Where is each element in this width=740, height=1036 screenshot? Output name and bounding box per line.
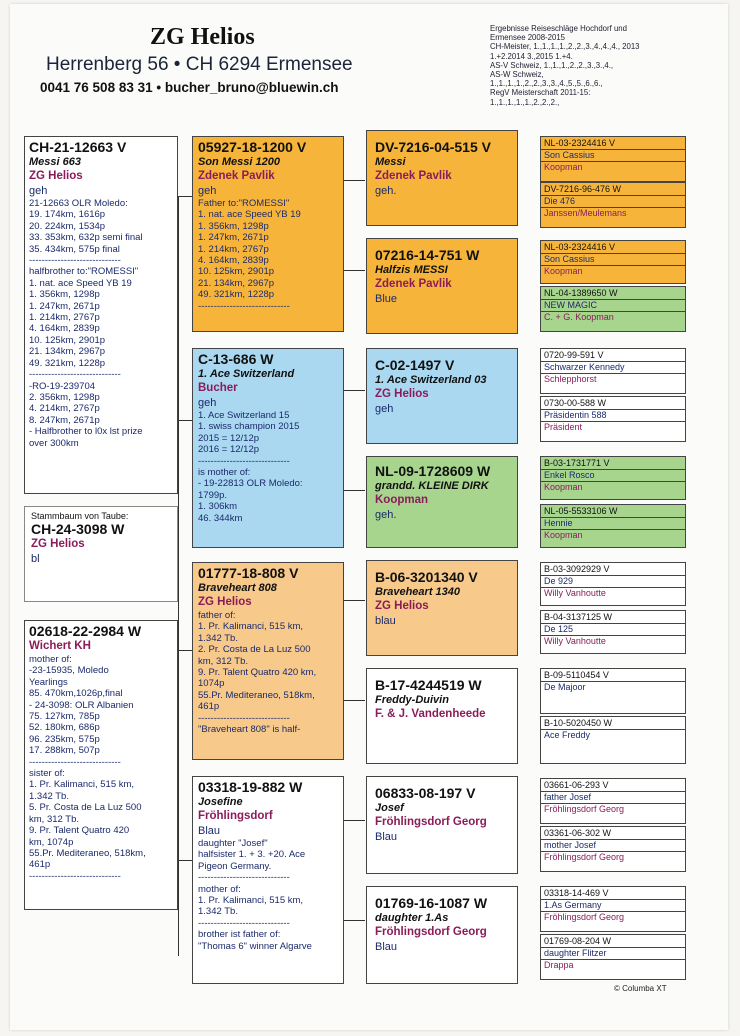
pigeon-owner: Fröhlingsdorf Georg <box>544 804 625 814</box>
pigeon-results: father of: 1. Pr. Kalimanci, 515 km, 1.342 Tb. 2. Pr. Costa de La Luz 500 km, 312 Tb. 9. Pr. Talent Quatro 420 km, 1074p 55.Pr. Mediteraneo, 518km, 461p ----------------------------- "Braveheart 808" is half- <box>198 610 317 736</box>
pigeon-color: blau <box>375 615 396 627</box>
connector-line <box>178 860 192 861</box>
pigeon-ring-id: 07216-14-751 W <box>375 247 480 263</box>
pigeon-name: De Majoor <box>544 682 586 692</box>
pigeon-owner: Fröhlingsdorf <box>198 810 273 822</box>
grandparent-card <box>366 238 518 334</box>
pigeon-name: Schwarzer Kennedy <box>544 362 625 372</box>
great-grandparent-card <box>540 396 686 442</box>
pigeon-name: De 125 <box>544 624 574 634</box>
pigeon-results: 1. Ace Switzerland 15 1. swiss champion 2015 2015 = 12/12p 2016 = 12/12p ----------------------------- is mother of: - 19-22813 OLR Moledo: 1799p. 1. 306km 46. 344km <box>198 410 303 524</box>
pigeon-ring-id: NL-09-1728609 W <box>375 463 491 479</box>
pigeon-name: Messi <box>375 156 406 168</box>
pigeon-owner: Fröhlingsdorf Georg <box>375 816 487 828</box>
connector-line <box>178 196 179 956</box>
pigeon-owner: ZG Helios <box>375 388 429 400</box>
pigeon-ring-id: B-06-3201340 V <box>375 569 478 585</box>
pigeon-owner: Fröhlingsdorf Georg <box>375 926 487 938</box>
pigeon-owner: Koopman <box>544 162 583 172</box>
pigeon-ring-id: 01769-16-1087 W <box>375 895 488 911</box>
pigeon-owner: ZG Helios <box>31 538 85 550</box>
connector-line <box>343 390 365 391</box>
pigeon-color: Blue <box>375 293 398 305</box>
pigeon-owner: Zdenek Pavlik <box>198 170 275 182</box>
pigeon-name: daughter Flitzer <box>544 948 607 958</box>
pigeon-name: De 929 <box>544 576 574 586</box>
great-grandparent-card <box>540 886 686 932</box>
great-grandparent-card <box>540 826 686 872</box>
connector-line <box>343 920 365 921</box>
pigeon-color: Blau <box>375 831 398 843</box>
great-grandparent-card <box>540 456 686 500</box>
pigeon-owner: F. & J. Vandenheede <box>375 708 486 720</box>
pigeon-ring-id: B-04-3137125 W <box>544 612 613 622</box>
pigeon-ring-id: B-09-5110454 V <box>544 670 609 680</box>
pigeon-color: geh <box>198 397 217 409</box>
great-grandparent-card <box>540 610 686 654</box>
pigeon-ring-id: 0730-00-588 W <box>544 398 607 408</box>
grandparent-card <box>366 886 518 984</box>
pigeon-owner: Zdenek Pavlik <box>375 278 452 290</box>
pigeon-name: grandd. KLEINE DIRK <box>375 480 489 492</box>
pigeon-ring-id: B-03-3092929 V <box>544 564 610 574</box>
pigeon-name: Freddy-Duivin <box>375 694 449 706</box>
pigeon-ring-id: 0720-99-591 V <box>544 350 604 360</box>
pigeon-owner: Janssen/Meulemans <box>544 208 627 218</box>
grandparent-card <box>366 776 518 874</box>
pigeon-owner: Koopman <box>544 266 583 276</box>
grandparent-card <box>366 456 518 548</box>
pigeon-owner: Fröhlingsdorf Georg <box>544 852 625 862</box>
pigeon-ring-id: CH-24-3098 W <box>31 521 125 537</box>
pigeon-results: mother of: -23-15935, Moledo Yearlings 85. 470km,1026p,final - 24-3098: OLR Albanien 75. 127km, 785p 52. 180km, 686p 96. 235km, 575p 17. 288km, 507p ----------------------------- sister of: 1. Pr. Kalimanci, 515 km, 1.342 Tb. 5. Pr. Costa de La Luz 500 km, 312 Tb. 9. Pr. Talent Quatro 420 km, 1074p 55.Pr. Mediteraneo, 518km, 461p ----------------------------- <box>29 654 146 882</box>
pigeon-owner: Koopman <box>544 530 583 540</box>
grandparent-card <box>366 348 518 444</box>
pigeon-owner: Willy Vanhoutte <box>544 588 606 598</box>
connector-line <box>343 180 365 181</box>
pigeon-name: NEW MAGIC <box>544 300 597 310</box>
breeder-address: Herrenberg 56 • CH 6294 Ermensee <box>46 54 353 75</box>
mother-dam-card <box>192 776 344 984</box>
pigeon-ring-id: C-13-686 W <box>198 351 274 367</box>
pigeon-name: Hennie <box>544 518 573 528</box>
pigeon-ring-id: NL-03-2324416 V <box>544 242 616 252</box>
pigeon-name: mother Josef <box>544 840 597 850</box>
pigeon-owner: Koopman <box>544 482 583 492</box>
pigeon-ring-id: DV-7216-04-515 V <box>375 139 491 155</box>
pigeon-owner: ZG Helios <box>29 170 83 182</box>
pigeon-name: father Josef <box>544 792 592 802</box>
connector-line <box>343 700 365 701</box>
pigeon-name: Son Cassius <box>544 150 595 160</box>
pigeon-owner: Präsident <box>544 422 583 432</box>
great-grandparent-card <box>540 562 686 606</box>
great-grandparent-card <box>540 240 686 284</box>
great-grandparent-card <box>540 504 686 548</box>
breeder-title: ZG Helios <box>150 24 255 50</box>
grandparent-card <box>366 130 518 226</box>
pigeon-owner: ZG Helios <box>375 600 429 612</box>
pigeon-ring-id: 02618-22-2984 W <box>29 623 142 639</box>
connector-line <box>178 650 192 651</box>
pigeon-name: Präsidentin 588 <box>544 410 607 420</box>
pigeon-color: geh <box>375 403 394 415</box>
pigeon-ring-id: NL-03-2324416 V <box>544 138 616 148</box>
pigeon-color: geh <box>198 185 217 197</box>
connector-line <box>343 270 365 271</box>
breeder-contact: 0041 76 508 83 31 • bucher_bruno@bluewin.ch <box>40 80 339 95</box>
pigeon-ring-id: B-03-1731771 V <box>544 458 610 468</box>
grandparent-card <box>366 560 518 656</box>
pigeon-name: 1. Ace Switzerland 03 <box>375 374 487 386</box>
pigeon-name: daughter 1.As <box>375 912 449 924</box>
pigeon-owner: Willy Vanhoutte <box>544 636 606 646</box>
pigeon-name: Son Messi 1200 <box>198 156 280 168</box>
pigeon-name: Josef <box>375 802 404 814</box>
great-grandparent-card <box>540 778 686 824</box>
pigeon-name: 1. Ace Switzerland <box>198 368 295 380</box>
pigeon-name: Messi 663 <box>29 156 81 168</box>
pigeon-ring-id: 06833-08-197 V <box>375 785 476 801</box>
pigeon-color: geh <box>29 185 48 197</box>
mother-card <box>24 620 178 910</box>
pigeon-ring-id: 03318-14-469 V <box>544 888 609 898</box>
pigeon-name: Son Cassius <box>544 254 595 264</box>
pigeon-results: Father to:"ROMESSI" 1. nat. ace Speed YB 19 1. 356km, 1298p 1. 247km, 2671p 1. 214km, 2767p 4. 164km, 2839p 10. 125km, 2901p 21. 134km, 2967p 49. 321km, 1228p ----------------------------- <box>198 198 301 312</box>
mother-sire-card <box>192 562 344 760</box>
pigeon-ring-id: 01777-18-808 V <box>198 565 299 581</box>
pigeon-name: Braveheart 808 <box>198 582 277 594</box>
connector-line <box>178 420 192 421</box>
pigeon-ring-id: 03361-06-302 W <box>544 828 612 838</box>
connector-line <box>178 196 192 197</box>
pedigree-subject-card <box>24 506 178 602</box>
pigeon-owner: Drappa <box>544 960 574 970</box>
pigeon-ring-id: C-02-1497 V <box>375 357 455 373</box>
pigeon-name: Braveheart 1340 <box>375 586 461 598</box>
connector-line <box>343 490 365 491</box>
pigeon-ring-id: NL-05-5533106 W <box>544 506 618 516</box>
pigeon-name: Die 476 <box>544 196 576 206</box>
pigeon-ring-id: B-10-5020450 W <box>544 718 613 728</box>
great-grandparent-card <box>540 348 686 394</box>
copyright-note: © Columba XT <box>614 984 667 993</box>
connector-line <box>343 600 365 601</box>
pigeon-ring-id: 01769-08-204 W <box>544 936 612 946</box>
pigeon-owner: C. + G. Koopman <box>544 312 614 322</box>
pigeon-ring-id: 03661-06-293 V <box>544 780 609 790</box>
main-pigeon-card <box>24 136 178 494</box>
great-grandparent-card <box>540 136 686 182</box>
pigeon-owner: Schlepphorst <box>544 374 597 384</box>
pedigree-subject-label: Stammbaum von Taube: <box>31 511 129 521</box>
pigeon-owner: Fröhlingsdorf Georg <box>544 912 625 922</box>
pigeon-color: Blau <box>198 825 221 837</box>
pigeon-name: Halfzis MESSI <box>375 264 448 276</box>
pigeon-color: geh. <box>375 185 397 197</box>
great-grandparent-card <box>540 182 686 228</box>
great-grandparent-card <box>540 668 686 714</box>
great-grandparent-card <box>540 716 686 764</box>
pigeon-ring-id: CH-21-12663 V <box>29 139 127 155</box>
grandparent-card <box>366 668 518 764</box>
sire-card <box>192 136 344 332</box>
pigeon-owner: ZG Helios <box>198 596 252 608</box>
pigeon-name: 1.As Germany <box>544 900 602 910</box>
pigeon-ring-id: 03318-19-882 W <box>198 779 303 795</box>
great-grandparent-card <box>540 934 686 980</box>
pigeon-results: daughter "Josef" halfsister 1. + 3. +20. Ace Pigeon Germany. ----------------------------- mother of: 1. Pr. Kalimanci, 515 km, 1.342 Tb. ----------------------------- brother ist father of: "Thomas 6" winner Algarve <box>198 838 312 952</box>
pigeon-name: Ace Freddy <box>544 730 591 740</box>
pigeon-owner: Koopman <box>375 494 429 506</box>
great-grandparent-card <box>540 286 686 332</box>
pigeon-owner: Bucher <box>198 382 238 394</box>
dam-card <box>192 348 344 548</box>
pigeon-ring-id: 05927-18-1200 V <box>198 139 307 155</box>
pigeon-results: 21-12663 OLR Moledo: 19. 174km, 1616p 20. 224km, 1534p 33. 353km, 632p semi final 35. 434km, 575p final ----------------------------- halfbrother to:"ROMESSI" 1. nat. ace Speed YB 19 1. 356km, 1298p 1. 247km, 2671p 1. 214km, 2767p 4. 164km, 2839p 10. 125km, 2901p 21. 134km, 2967p 49. 321km, 1228p ----------------------------- -RO-19-239704 2. 356km, 1298p 4. 214km, 2767p 8. 247km, 2671p - Halfbrother to l0x lst prize over 300km <box>29 198 143 449</box>
results-summary: Ergebnisse Reiseschläge Hochdorf und Ermensee 2008-2015 CH-Meister, 1.,1.,1.,1.,2.,2.,3.,4.,4.,4., 2013 1.+2.2014 3.,2015 1.+4. AS-V Schweiz, 1.,1.,1.,2.,2.,3.,3.,4., AS-W Schweiz, 1.,1.,1.,1.,2.,2.,3.,3.,4.,5.,5.,6.,6., RegV Meisterschaft 2011-15: 1.,1.,1.,1.,1.,2.,2.,2., <box>490 24 640 107</box>
pigeon-name: Josefine <box>198 796 243 808</box>
pigeon-owner: Zdenek Pavlik <box>375 170 452 182</box>
pigeon-color: bl <box>31 553 40 565</box>
pigeon-owner: Wichert KH <box>29 640 91 652</box>
connector-line <box>343 820 365 821</box>
pigeon-color: geh. <box>375 509 397 521</box>
pigeon-color: Blau <box>375 941 398 953</box>
pigeon-ring-id: B-17-4244519 W <box>375 677 482 693</box>
pigeon-ring-id: NL-04-1389650 W <box>544 288 618 298</box>
pigeon-name: Enkel Rosco <box>544 470 595 480</box>
pigeon-ring-id: DV-7216-96-476 W <box>544 184 622 194</box>
